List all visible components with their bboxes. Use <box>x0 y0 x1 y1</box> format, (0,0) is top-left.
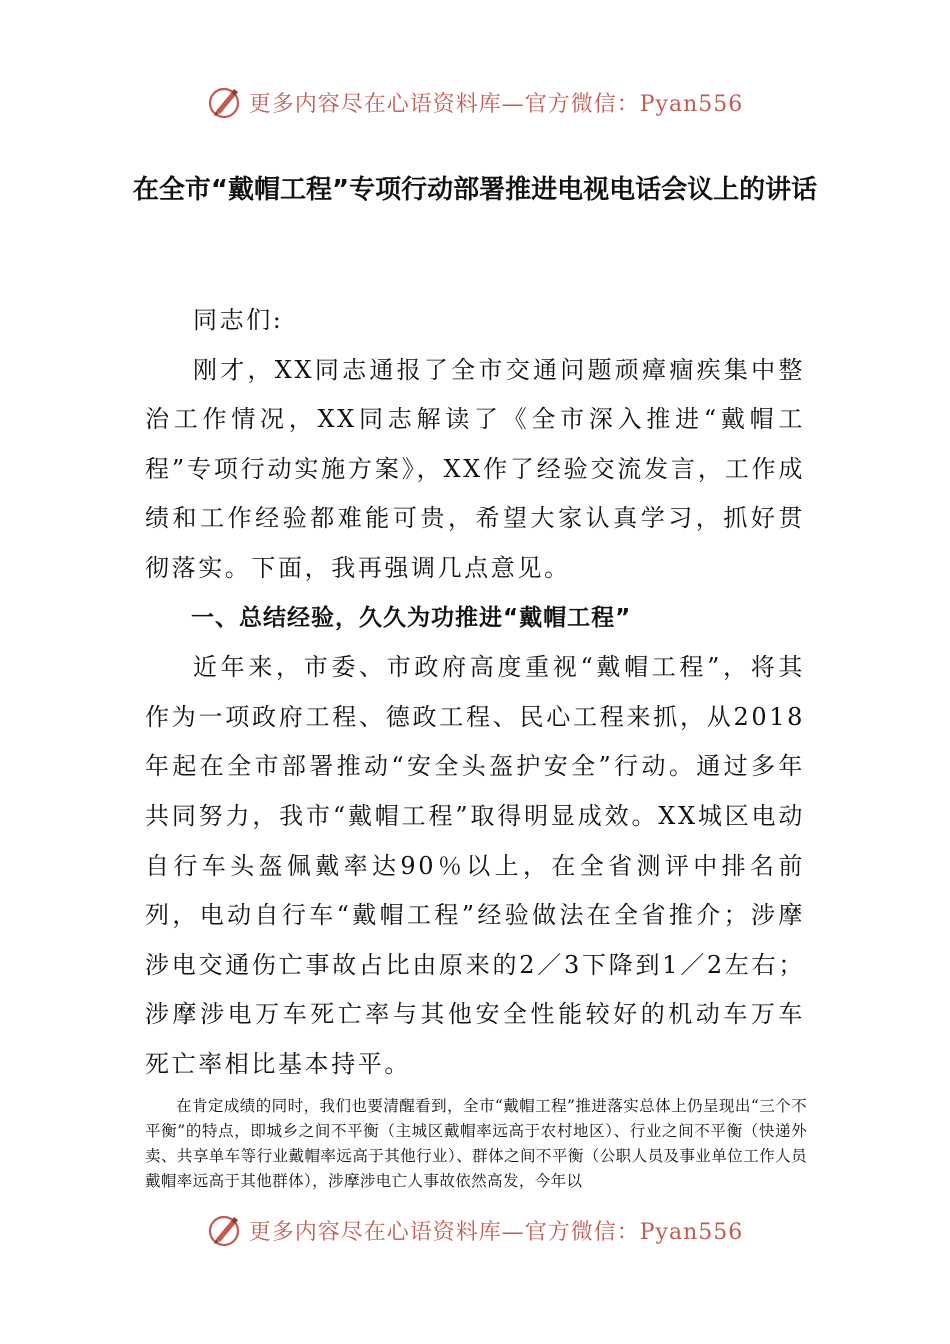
watermark-text: 更多内容尽在心语资料库—官方微信：Pyan556 <box>248 1219 744 1245</box>
paragraph-achievements: 近年来，市委、市政府高度重视“戴帽工程”，将其作为一项政府工程、德政工程、民心工程来抓，从2018年起在全市部署推动“安全头盔护安全”行动。通过多年共同努力，我市“戴帽工程”取得明显成效。XX城区电动自行车头盔佩戴率达90％以上，在全省测评中排名前列，电动自行车“戴帽工程”经验做法在全省推介；涉摩涉电交通伤亡事故占比由原来的2／3下降到1／2左右；涉摩涉电万车死亡率与其他安全性能较好的机动车万车死亡率相比基本持平。 <box>145 653 805 1078</box>
header-watermark <box>0 80 950 124</box>
paragraph-imbalances: 在肯定成绩的同时，我们也要清醒看到，全市“戴帽工程”推进落实总体上仍呈现出“三个不平衡”的特点，即城乡之间不平衡（主城区戴帽率远高于农村地区）、行业之间不平衡（快递外卖、共享单车等行业戴帽率远高于其他行业）、群体之间不平衡（公职人员及事业单位工作人员戴帽率远高于其他群体），涉摩涉电亡人事故依然高发，今年以 <box>145 1097 807 1190</box>
section-heading-1: 一、总结经验，久久为功推进“戴帽工程” <box>191 604 632 631</box>
document-body <box>145 296 805 1090</box>
document-title: 在全市“戴帽工程”专项行动部署推进电视电话会议上的讲话 <box>132 175 818 205</box>
salutation: 同志们: <box>193 306 284 334</box>
paragraph-opening: 刚才，XX同志通报了全市交通问题顽瘴痼疾集中整治工作情况，XX同志解读了《全市深入推进“戴帽工程”专项行动实施方案》，XX作了经验交流发言，工作成绩和工作经验都难能可贵，希望大家认真学习，抓好贯彻落实。下面，我再强调几点意见。 <box>145 355 805 582</box>
pen-logo-icon <box>207 84 243 120</box>
footer-watermark <box>0 1208 950 1252</box>
watermark-text: 更多内容尽在心语资料库—官方微信：Pyan556 <box>248 91 744 117</box>
pen-logo-icon <box>207 1212 243 1248</box>
